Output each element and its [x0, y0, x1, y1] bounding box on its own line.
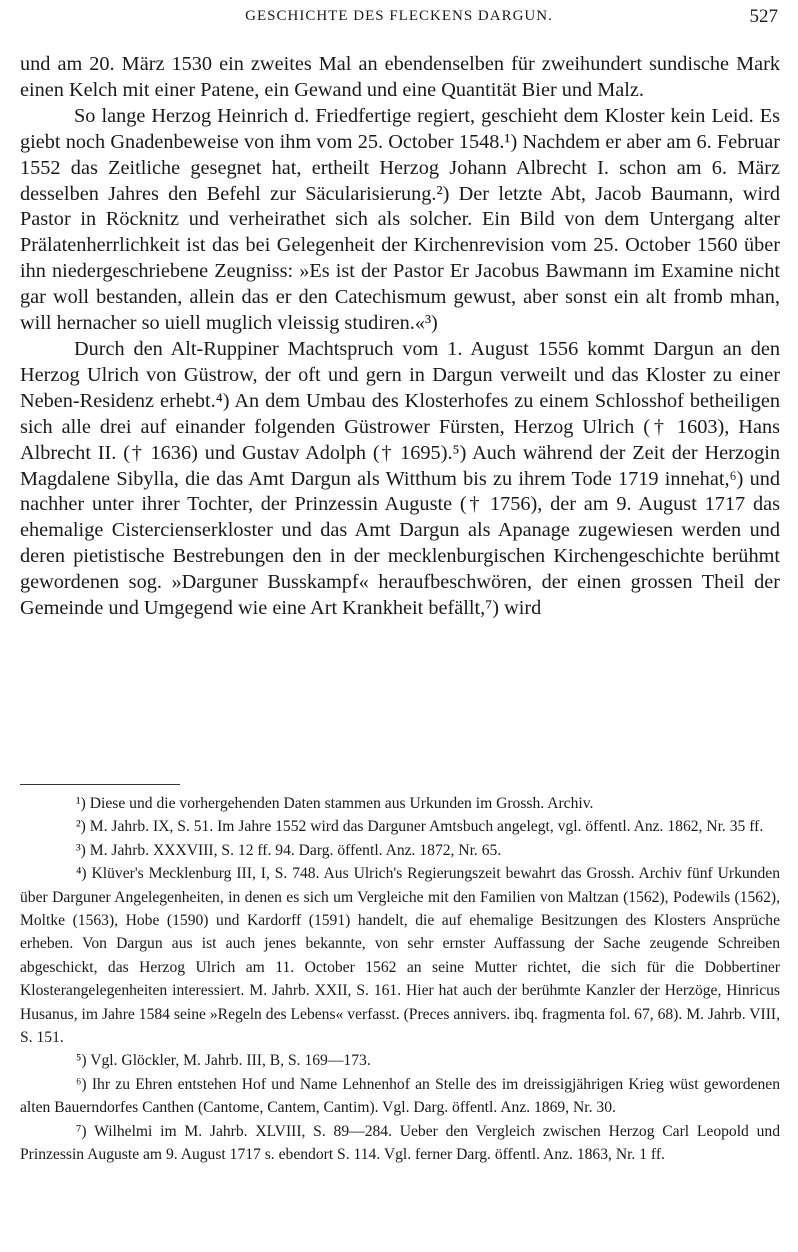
footnote-separator: [20, 784, 180, 785]
footnote-2: ²) M. Jahrb. IX, S. 51. Im Jahre 1552 wird das Darguner Amtsbuch angelegt, vgl. öffentl. Anz. 1862, Nr. 35 ff.: [76, 818, 764, 836]
page-header: [20, 6, 778, 30]
footnote-4: ⁴) Klüver's Mecklenburg III, I, S. 748. Aus Ulrich's Regierungszeit bewahrt das Grossh. Archiv fünf Urkunden über Darguner Angelegenheiten, in denen es sich um Vergleiche mit den Familien von Maltzan (1562), Podewils (1562), Moltke (1563), Hobe (1590) und Kardorff (1591) handelt, die auf ehemalige Besitzungen des Klosters Ansprüche erheben. Von Dargun aus ist auch jenes bekannte, von sehr ernster Auffassung der Sache zeugende Schreiben abgeschickt, das Herzog Ulrich am 11. October 1562 an seine Mutter richtet, die sich für die Dobbertiner Klosterangelegenheiten interessiert. M. Jahrb. XXII, S. 161. Hier hat auch der berühmte Kanzler der Herzöge, Hinricus Husanus, im Jahre 1584 seine »Regeln des Lebens« verfasst. (Preces annivers. ibq. fragmenta fol. 67, 68). M. Jahrb. VIII, S. 151.: [20, 865, 780, 1047]
main-text: [20, 52, 780, 622]
paragraph-1: und am 20. März 1530 ein zweites Mal an ebendenselben für zweihundert sundische Mark einen Kelch mit einer Patene, ein Gewand und eine Quantität Bier und Malz.: [20, 53, 780, 101]
page-number: 527: [749, 6, 778, 27]
running-head: GESCHICHTE DES FLECKENS DARGUN.: [245, 8, 553, 24]
footnote-7: ⁷) Wilhelmi im M. Jahrb. XLVIII, S. 89—284. Ueber den Vergleich zwischen Herzog Carl Leopold und Prinzessin Auguste am 9. August 1717 s. ebendort S. 114. Vgl. ferner Darg. öffentl. Anz. 1863, Nr. 1 ff.: [20, 1122, 780, 1164]
footnote-1: ¹) Diese und die vorhergehenden Daten stammen aus Urkunden im Grossh. Archiv.: [76, 795, 594, 812]
footnotes: [20, 792, 780, 1167]
footnote-3: ³) M. Jahrb. XXXVIII, S. 12 ff. 94. Darg. öffentl. Anz. 1872, Nr. 65.: [76, 841, 502, 859]
footnote-6: ⁶) Ihr zu Ehren entstehen Hof und Name Lehnenhof an Stelle des im dreissigjährigen Krieg wüst gewordenen alten Bauerndorfes Canthen (Cantome, Cantem, Cantim). Vgl. Darg. öffentl. Anz. 1869, Nr. 30.: [20, 1075, 780, 1117]
paragraph-2: So lange Herzog Heinrich d. Friedfertige regiert, geschieht dem Kloster kein Leid. Es giebt noch Gnadenbeweise von ihm vom 25. October 1548.¹) Nachdem er aber am 6. Februar 1552 das Zeitliche gesegnet hat, ertheilt Herzog Johann Albrecht I. schon am 6. März desselben Jahres den Befehl zur Säcularisierung.²) Der letzte Abt, Jacob Baumann, wird Pastor in Röcknitz und verheirathet sich als solcher. Ein Bild von dem Untergang alter Prälatenherrlichkeit ist das bei Gelegenheit der Kirchenrevision vom 25. October 1560 über ihn niedergeschriebene Zeugniss: »Es ist der Pastor Er Jacobus Bawmann im Examine nicht gar woll bestanden, allein das er den Catechismum gewust, aber sonst ein alt fromb mhan, will hernacher so uiell muglich vleissig studiren.«³): [20, 104, 780, 335]
footnote-5: ⁵) Vgl. Glöckler, M. Jahrb. III, B, S. 169—173.: [76, 1052, 371, 1070]
paragraph-3: Durch den Alt-Ruppiner Machtspruch vom 1. August 1556 kommt Dargun an den Herzog Ulrich von Güstrow, der oft und gern in Dargun verweilt und das Kloster zu einer Neben-Residenz erhebt.⁴) An dem Umbau des Klosterhofes zu einem Schlosshof betheiligen sich alle drei auf einander folgenden Güstrower Fürsten, Herzog Ulrich († 1603), Hans Albrecht II. († 1636) und Gustav Adolph († 1695).⁵) Auch während der Zeit der Herzogin Magdalene Sibylla, die das Amt Dargun als Witthum bis zu ihrem Tode 1719 innehat,⁶) und nachher unter ihrer Tochter, der Prinzessin Auguste († 1756), der am 9. August 1717 das ehemalige Cistercienserkloster und das Amt Dargun als Apanage zugewiesen werden und deren pietistische Bestrebungen den in der mecklenburgischen Kirchengeschichte berühmt gewordenen sog. »Darguner Busskampf« heraufbeschwören, der einen grossen Theil der Gemeinde und Umgegend wie eine Art Krankheit befällt,⁷) wird: [20, 337, 780, 620]
